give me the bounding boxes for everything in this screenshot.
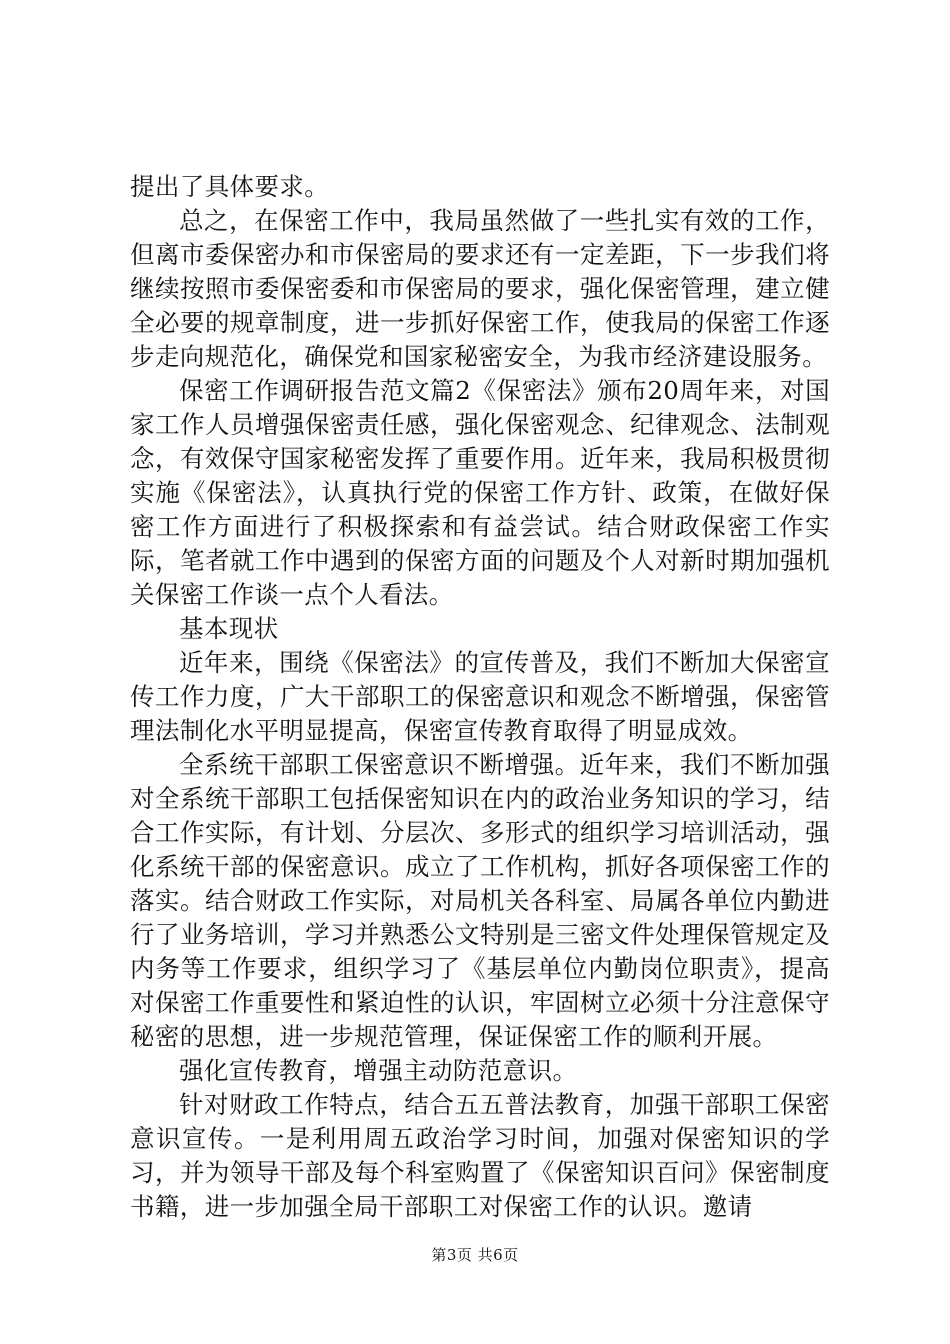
paragraph-6: 全系统干部职工保密意识不断增强。近年来，我们不断加强对全系统干部职工包括保密知识在内的政治业务知识的学习，结合工作实际，有计划、分层次、多形式的组织学习培训活动，强化系统干部的保密意识。成立了工作机构，抓好各项保密工作的落实。结合财政工作实际，对局机关各科室、局属各单位内勤进行了业务培训，学习并熟悉公文特别是三密文件处理保管规定及内务等工作要求，组织学习了《基层单位内勤岗位职责》，提高对保密工作重要性和紧迫性的认识，牢固树立必须十分注意保守秘密的思想，进一步规范管理，保证保密工作的顺利开展。: [130, 750, 830, 1051]
paragraph-3: 保密工作调研报告范文篇2《保密法》颁布20周年来，对国家工作人员增强保密责任感，强化保密观念、纪律观念、法制观念，有效保守国家秘密发挥了重要作用。近年来，我局积极贯彻实施《保密法》，认真执行党的保密工作方针、政策，在做好保密工作方面进行了积极探索和有益尝试。结合财政保密工作实际，笔者就工作中遇到的保密方面的问题及个人对新时期加强机关保密工作谈一点个人看法。: [130, 376, 830, 609]
paragraph-1: 提出了具体要求。: [130, 172, 330, 201]
document-body: [130, 170, 830, 1224]
section-heading-basic-status: 基本现状: [179, 614, 279, 643]
paragraph-8: 针对财政工作特点，结合五五普法教育，加强干部职工保密意识宣传。一是利用周五政治学习时间，加强对保密知识的学习，并为领导干部及每个科室购置了《保密知识百问》保密制度书籍，进一步加强全局干部职工对保密工作的认识。邀请: [130, 1090, 830, 1221]
page-number: 第3页 共6页: [431, 1246, 519, 1264]
section-heading-propaganda: 强化宣传教育，增强主动防范意识。: [179, 1056, 578, 1085]
paragraph-2: 总之，在保密工作中，我局虽然做了一些扎实有效的工作，但离市委保密办和市保密局的要求还有一定差距，下一步我们将继续按照市委保密委和市保密局的要求，强化保密管理，建立健全必要的规章制度，进一步抓好保密工作，使我局的保密工作逐步走向规范化，确保党和国家秘密安全，为我市经济建设服务。: [130, 206, 830, 371]
paragraph-5: 近年来，围绕《保密法》的宣传普及，我们不断加大保密宣传工作力度，广大干部职工的保密意识和观念不断增强，保密管理法制化水平明显提高，保密宣传教育取得了明显成效。: [130, 648, 830, 745]
